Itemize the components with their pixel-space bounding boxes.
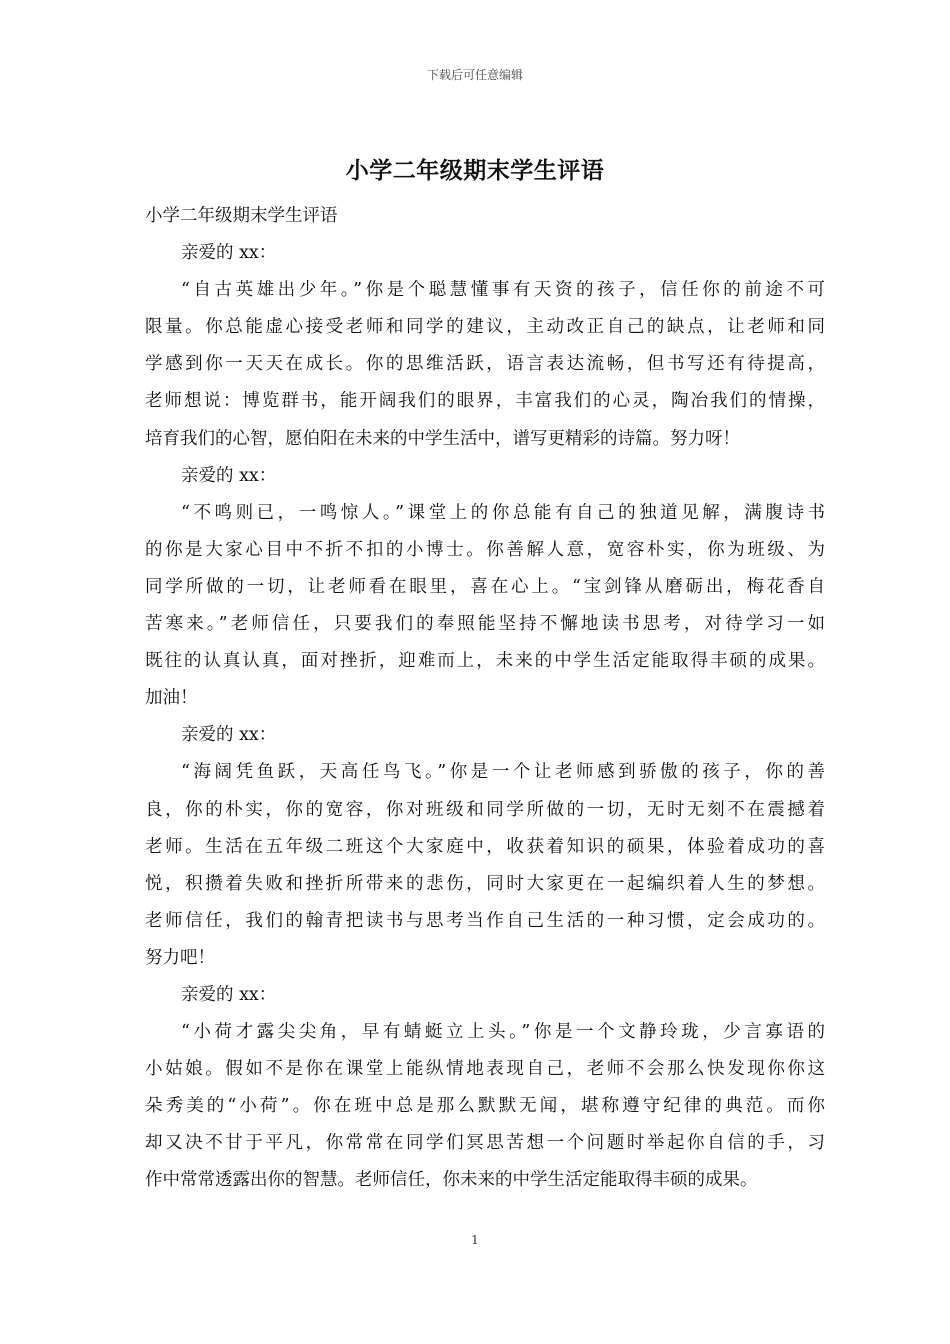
paragraph-line: 良，你的朴实，你的宽容，你对班级和同学所做的一切，无时无刻不在震撼着	[145, 799, 825, 820]
subtitle-text: 小学二年级期末学生评语	[145, 206, 338, 226]
paragraph-line: 培育我们的心智，愿伯阳在未来的中学生活中，谱写更精彩的诗篇。努力呀！	[145, 428, 740, 449]
paragraph-line: “不鸣则已，一鸣惊人。”课堂上的你总能有自己的独道见解，满腹诗书	[181, 502, 825, 523]
paragraph-2	[145, 495, 825, 718]
paragraph-line: “海阔凭鱼跃，天高任鸟飞。”你是一个让老师感到骄傲的孩子，你的善	[181, 762, 825, 783]
paragraph-line: 却又决不甘于平凡，你常常在同学们冥思苦想一个问题时举起你自信的手，习	[145, 1133, 825, 1154]
paragraph-line: 加油！	[145, 688, 198, 709]
document-body	[145, 198, 825, 1200]
paragraph-line: 作中常常透露出你的智慧。老师信任，你未来的中学生活定能取得丰硕的成果。	[145, 1170, 758, 1191]
paragraph-line: “自古英雄出少年。”你是个聪慧懂事有天资的孩子，信任你的前途不可	[181, 280, 825, 301]
greeting-3	[145, 717, 825, 754]
paragraph-line: 限量。你总能虚心接受老师和同学的建议，主动改正自己的缺点，让老师和同	[145, 317, 825, 338]
document-subtitle	[145, 198, 825, 235]
paragraph-line: 苦寒来。”老师信任，只要我们的奉照能坚持不懈地读书思考，对待学习一如	[145, 614, 825, 635]
document-title: 小学二年级期末学生评语	[345, 157, 605, 184]
paragraph-line: 老师想说：博览群书，能开阔我们的眼界，丰富我们的心灵，陶冶我们的情操，	[145, 391, 825, 412]
greeting-text: 亲爱的 xx：	[181, 984, 277, 1005]
page-header-note: 下载后可任意编辑	[426, 68, 523, 82]
paragraph-line: 既往的认真认真，面对挫折，迎难而上，未来的中学生活定能取得丰硕的成果。	[145, 651, 825, 672]
paragraph-line: 老师信任，我们的翰青把读书与思考当作自己生活的一种习惯，定会成功的。	[145, 910, 825, 931]
greeting-1	[145, 235, 825, 272]
greeting-2	[145, 458, 825, 495]
paragraph-line: 同学所做的一切，让老师看在眼里，喜在心上。“宝剑锋从磨砺出，梅花香自	[145, 576, 825, 597]
paragraph-1	[145, 272, 825, 457]
paragraph-line: 小姑娘。假如不是你在课堂上能纵情地表现自己，老师不会那么快发现你你这	[145, 1059, 825, 1080]
paragraph-4	[145, 1014, 825, 1199]
greeting-text: 亲爱的 xx：	[181, 243, 277, 264]
paragraph-line: “小荷才露尖尖角，早有蜻蜓立上头。”你是一个文静玲珑，少言寡语的	[181, 1022, 825, 1043]
paragraph-line: 老师。生活在五年级二班这个大家庭中，收获着知识的硕果，体验着成功的喜	[145, 836, 825, 857]
greeting-text: 亲爱的 xx：	[181, 725, 277, 746]
paragraph-line: 悦，积攒着失败和挫折所带来的悲伤，同时大家更在一起编织着人生的梦想。	[145, 873, 825, 894]
greeting-text: 亲爱的 xx：	[181, 465, 277, 486]
page-number: 1	[471, 1233, 479, 1247]
greeting-4	[145, 977, 825, 1014]
paragraph-line: 学感到你一天天在成长。你的思维活跃，语言表达流畅，但书写还有待提高，	[145, 354, 825, 375]
paragraph-3	[145, 754, 825, 977]
paragraph-line: 的你是大家心目中不折不扣的小博士。你善解人意，宽容朴实，你为班级、为	[145, 539, 825, 560]
paragraph-line: 朵秀美的“小荷”。你在班中总是那么默默无闻，堪称遵守纪律的典范。而你	[145, 1096, 825, 1117]
paragraph-line: 努力吧！	[145, 947, 215, 968]
